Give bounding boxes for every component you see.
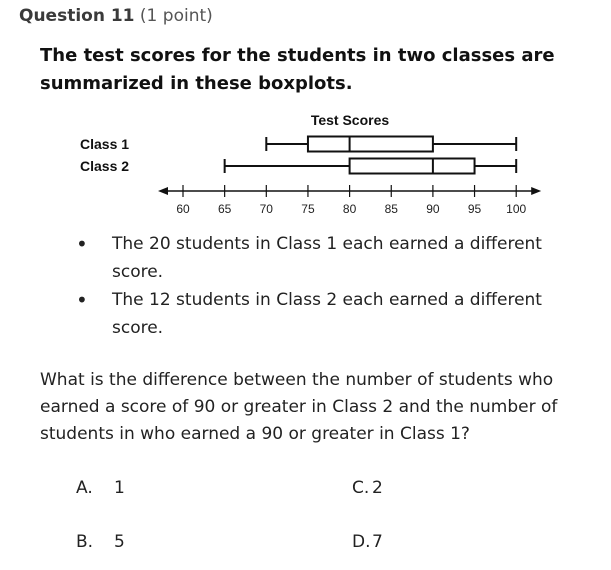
bullet-dot: • [76,232,88,256]
tick-label-75: 75 [301,202,315,216]
choice-letter: A. [76,478,93,498]
boxplot-chart [60,108,560,220]
chart-title: Test Scores [310,112,390,128]
tick-label-90: 90 [426,202,440,216]
iqr-box-class-1 [308,137,433,152]
choice-value: 1 [114,478,125,498]
series-label-class-1: Class 1 [80,136,130,152]
bullet-text: The 12 students in Class 2 each earned a different score. [112,290,542,338]
choice-a[interactable] [76,476,125,500]
bullet-text: The 20 students in Class 1 each earned a different score. [112,234,542,282]
question-title: Question 11 [19,6,135,26]
series-label-class-2: Class 2 [80,158,130,174]
choice-c[interactable] [352,476,383,500]
choice-d[interactable] [352,530,383,554]
question-points: (1 point) [139,6,213,26]
bullet-item-class-2 [0,286,572,342]
axis-arrow-right [531,187,541,195]
tick-label-65: 65 [217,202,232,216]
boxplot-svg [60,108,560,220]
choice-b[interactable] [76,530,125,554]
question-header [19,6,213,26]
tick-label-95: 95 [467,202,482,216]
question-text: What is the difference between the number of students who earned a score of 90 or greater in Class 2 and the number of students in who earned a 90 or greater in Class 1? [40,370,558,444]
question-prompt: The test scores for the students in two classes are summarized in these boxplots. [40,45,555,94]
tick-label-85: 85 [384,202,398,216]
bullet-dot: • [76,288,88,312]
bullet-list [0,230,611,342]
axis-arrow-left [158,187,168,195]
choice-letter: D. [352,532,371,552]
bullet-item-class-1 [0,230,572,286]
choice-value: 7 [372,532,383,552]
tick-label-70: 70 [259,202,273,216]
choice-value: 2 [372,478,383,498]
tick-label-60: 60 [176,202,190,216]
choice-letter: C. [352,478,370,498]
tick-label-80: 80 [342,202,357,216]
tick-label-100: 100 [506,202,527,216]
iqr-box-class-2 [350,159,475,174]
choice-value: 5 [114,532,125,552]
choice-letter: B. [76,532,94,552]
